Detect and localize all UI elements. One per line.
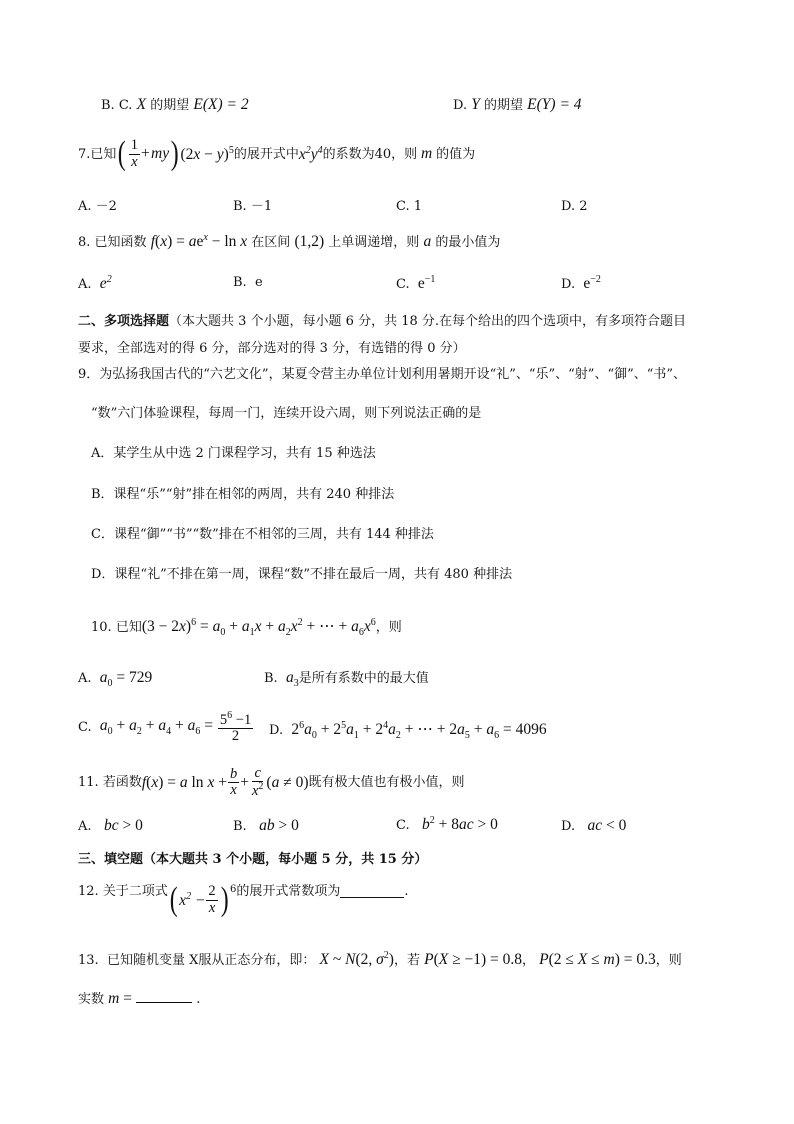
q8-option-a-label: A. (78, 277, 92, 293)
q13-line1 (78, 951, 682, 968)
q13-mid1: ，若 (393, 953, 420, 969)
section-2-title: 二、多项选择题 (78, 314, 170, 329)
q7-option-d: D. 2 (561, 199, 588, 214)
q8-option-d-expr: $e^{-2}$ (583, 274, 601, 293)
q7-lead: 已知 (90, 146, 117, 162)
q13-line1-text: 已知随机变量 X服从正态分布，即： (106, 953, 316, 969)
q8-option-b-label: B. (233, 275, 247, 290)
q9-line2: “数”六门体验课程，每周一门，连续开设六周，则下列说法正确的是 (91, 406, 482, 421)
q6-option-d-var: Y (471, 96, 480, 113)
q11-lead: 若函数 (102, 775, 142, 791)
q9-option-b: B．课程“乐”“射”排在相邻的两周，共有 240 种排法 (91, 487, 395, 502)
q13-m-var: m (108, 990, 120, 1007)
left-paren: ( (169, 881, 178, 918)
q11-function: f(x) = a ln x + (141, 773, 227, 791)
q8-mid: 在区间 (251, 235, 291, 251)
plus-sign: + (240, 773, 249, 791)
q13-tail: ，则 (655, 953, 682, 969)
q11-option-a-expr: bc > 0 (103, 817, 143, 834)
q8-option-b-text: e (254, 275, 263, 290)
q8-option-d (561, 275, 601, 292)
q8-tail: 上单调递增，则 (328, 235, 420, 251)
q11-option-d-expr: ac < 0 (587, 817, 627, 834)
q7-term: + my (141, 145, 170, 163)
q10-stem (91, 618, 402, 638)
section-2-desc2: 要求，全部选对的得 6 分，部分选对的得 3 分，有选错的得 0 分） (78, 341, 466, 356)
q6-option-b-label: B. (101, 98, 115, 113)
q12-tail: 的展开式常数项为 (236, 884, 341, 899)
q13-mid2: ， (521, 953, 535, 969)
q6-option-c-var: X (136, 96, 147, 113)
q7-stem (78, 137, 475, 171)
x-squared: $x^2$ − (179, 890, 206, 909)
q11-fraction-c: $\frac{c}{x^2}$ (251, 765, 264, 800)
q10-option-a (78, 670, 152, 689)
q10-option-b-var: $a_3$ (285, 669, 299, 690)
q7-option-a: A. －2 (78, 199, 117, 214)
q7-monomial: $x^2y^4$ (298, 144, 323, 163)
q7-option-b: B. －1 (233, 199, 273, 214)
q7-mid: 的展开式中 (233, 146, 299, 162)
q11-fraction-b: $\frac{b}{x}$ (229, 765, 238, 799)
q8-option-a-expr: $e^2$ (99, 274, 112, 293)
q8-option-d-label: D. (561, 277, 576, 293)
left-paren: ( (118, 135, 127, 172)
q10-option-d-result: = 4096 (502, 721, 547, 739)
q11-option-b-label: B. (233, 819, 247, 834)
q11-option-a (78, 818, 143, 834)
q11-option-b-expr: ab > 0 (259, 817, 299, 834)
q9-line1: 9．为弘扬我国古代的“六艺文化”，某夏令营主办单位计划利用暑期开设“礼”、“乐”、“射”、“御”、“书”、 (78, 367, 687, 382)
section-3-title: 三、填空题（本大题共 3 个小题，每小题 5 分，共 15 分） (78, 852, 428, 867)
q11-option-c-label: C. (396, 818, 410, 834)
q11-option-d-label: D. (561, 819, 576, 834)
equals-sign: = (119, 990, 132, 1007)
q8-interval: (1,2) (294, 233, 325, 251)
right-paren: ) (220, 881, 229, 918)
q8-tail2: 的最小值为 (435, 235, 501, 251)
q8-option-a (78, 275, 112, 292)
q10-option-c-fraction: $\frac{5^6 -1}{2}$ (219, 710, 252, 745)
q10-option-b-text: 是所有系数中的最大值 (298, 671, 429, 686)
q11-tail: 既有极大值也有极小值，则 (308, 775, 465, 791)
q10-number: 10. (91, 620, 112, 636)
q13-end: . (196, 992, 201, 1007)
q13-line2-text: 实数 (78, 992, 105, 1007)
q10-option-c (78, 711, 254, 744)
q11-option-d (561, 818, 626, 834)
right-paren: ) (170, 135, 179, 172)
q8-option-b (233, 276, 263, 289)
q10-option-d (269, 721, 547, 741)
q10-lead: 已知 (115, 620, 142, 636)
q12-stem (78, 877, 409, 917)
q9-option-d: D．课程“礼”不排在第一周，课程“数”不排在最后一周，共有 480 种排法 (91, 567, 513, 582)
q10-option-c-lhs: $a_0 + a_2 + a_4 + a_6$ = (99, 717, 217, 738)
q13-prob2: P(2 ≤ X ≤ m) = 0.3 (539, 951, 656, 969)
q10-option-b (264, 670, 429, 689)
q13-line2 (78, 988, 200, 1007)
q12-end: . (404, 884, 409, 899)
q10-tail: ，则 (375, 620, 402, 636)
q12-binomial: ( $x^2$ − $\frac{2}{x}$ ) $^6$ (169, 881, 237, 918)
section-2-line1 (78, 315, 686, 328)
q6-option-d-text: 的期望 (484, 98, 524, 113)
q6-option-c-label: C. (118, 98, 133, 113)
q12-lead: 关于二项式 (102, 884, 168, 899)
q11-option-c (396, 816, 498, 833)
q10-option-a-label: A. (78, 671, 92, 686)
q13-answer-blank[interactable] (136, 988, 192, 1003)
q11-condition: (a ≠ 0) (266, 773, 309, 791)
q12-number: 12. (78, 884, 99, 899)
q7-fraction: $\frac{1}{x}$ (130, 137, 138, 170)
q8-stem (78, 233, 500, 250)
q10-option-c-label: C. (78, 720, 92, 736)
q7-binomial: $(2x - y)^5$ (180, 144, 234, 163)
q6-option-c-expr: E(X) = 2 (193, 96, 249, 113)
q11-option-c-expr: $b^2 + 8ac > 0$ (422, 815, 498, 834)
q6-option-d-label: D. (453, 98, 468, 113)
q13-prob1: P(X ≥ −1) = 0.8 (424, 951, 522, 969)
q6-option-d-expr: E(Y) = 4 (527, 96, 582, 113)
q7-coef-text: 的系数为40，则 (322, 146, 418, 162)
q6-option-c-text: 的期望 (150, 98, 190, 113)
q8-function: $f(x) = ae^x - \ln x$ (150, 232, 248, 251)
q11-option-b (233, 818, 299, 834)
q11-number: 11. (78, 775, 99, 791)
q10-option-a-expr: $a_0 = 729$ (99, 669, 153, 690)
q8-option-c (396, 275, 435, 292)
q11-option-a-label: A. (78, 819, 92, 834)
q7-option-c: C. 1 (396, 199, 423, 214)
q8-a-var: a (423, 233, 432, 251)
q13-distribution: X ~ N(2, $\sigma^2$) (319, 950, 394, 969)
q10-expansion: $(3 - 2x)^6 = a_0 + a_1x + a_2x^2$ + ⋯ + $a_6x^6$ (141, 617, 376, 639)
q13-number: 13. (78, 953, 99, 969)
q8-option-c-label: C. (396, 277, 410, 293)
q10-option-d-expr: $2^6a_0 + 2^5a_1 + 2^4a_2$ + ⋯ + $2a_5 + a_6$ (291, 720, 500, 742)
q8-number: 8. (78, 235, 91, 251)
q6-option-d (453, 97, 582, 113)
q10-option-b-label: B. (264, 671, 278, 686)
q12-answer-blank[interactable] (340, 877, 404, 898)
q9-option-a: A．某学生从中选 2 门课程学习，共有 15 种选法 (91, 446, 376, 461)
q9-option-c: C．课程“御”“书”“数”排在不相邻的三周，共有 144 种排法 (91, 527, 434, 542)
q6-options-row (101, 97, 249, 113)
q7-m: m (417, 145, 437, 163)
q10-option-d-label: D. (269, 723, 284, 739)
q8-option-c-expr: $e^{-1}$ (417, 274, 436, 293)
section-2-desc1: （本大题共 3 个小题，每小题 6 分，共 18 分.在每个给出的四个选项中，有多项符合题目 (169, 314, 687, 329)
q11-stem (78, 766, 465, 799)
q8-lead: 已知函数 (94, 235, 147, 251)
q7-tail: 的值为 (436, 146, 476, 162)
q12-fraction: $\frac{2}{x}$ (208, 883, 216, 916)
q7-number: 7. (78, 146, 91, 162)
